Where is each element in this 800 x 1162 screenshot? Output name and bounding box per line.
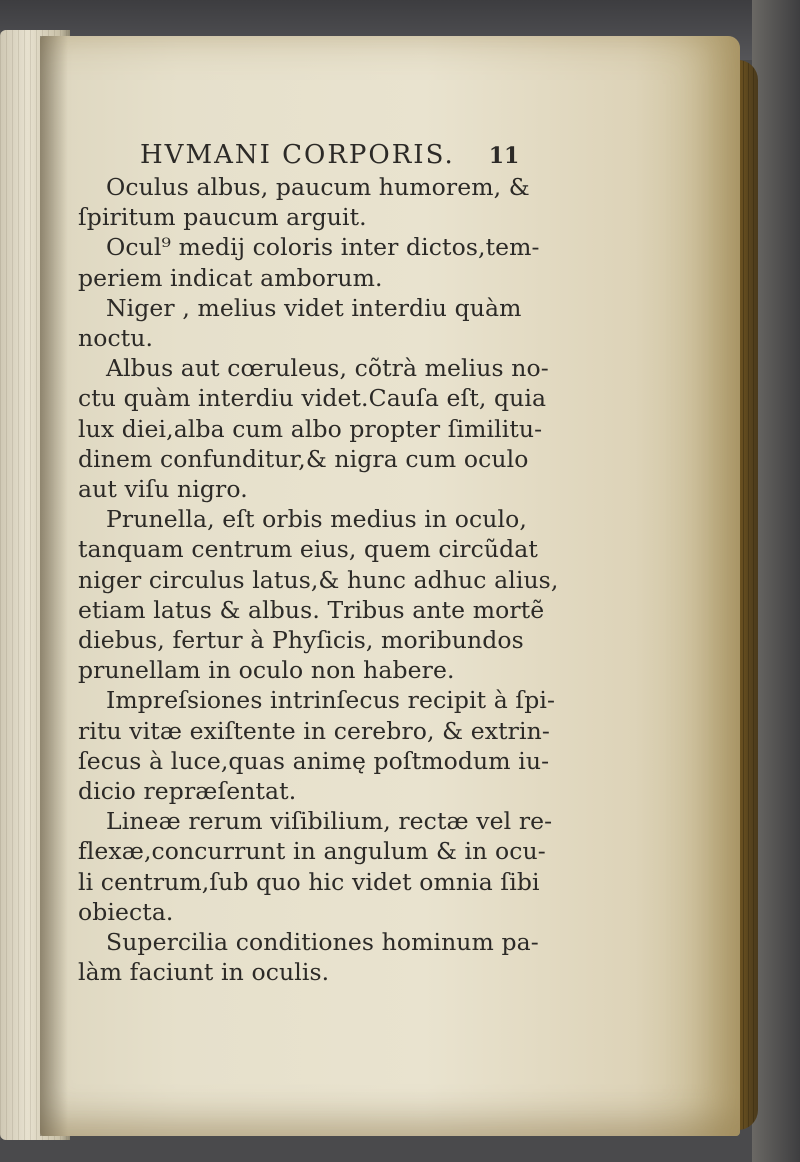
- text-line: periem indicat amborum.: [78, 263, 383, 292]
- text-line: Impreſsiones intrinſecus recipit à ſpi-: [106, 686, 556, 715]
- text-line: flexæ,concurrunt in angulum & in ocu-: [78, 837, 546, 866]
- text-line: ſpiritum paucum arguit.: [78, 203, 367, 232]
- text-line: dicio repræſentat.: [78, 777, 297, 806]
- text-line: ritu vitæ exiſtente in cerebro, & extrin-: [78, 716, 550, 745]
- page-gutter-shadow: [40, 36, 68, 1136]
- text-line: aut viſu nigro.: [78, 475, 248, 504]
- text-line: obiecta.: [78, 897, 174, 926]
- page-number: 11: [488, 143, 520, 169]
- text-line: li centrum,ſub quo hic videt omnia ſibi: [78, 867, 540, 896]
- text-line: lux diei,alba cum albo propter ſimilitu-: [78, 414, 543, 443]
- text-line: etiam latus & albus. Tribus ante mortẽ: [78, 595, 545, 624]
- page-text-block: [78, 140, 598, 987]
- running-header: [78, 140, 598, 170]
- body-text: [78, 172, 598, 987]
- text-line: noctu.: [78, 324, 154, 353]
- text-line: prunellam in oculo non habere.: [78, 656, 455, 685]
- dark-background-right: [752, 0, 800, 1162]
- text-line: Supercilia conditiones hominum pa-: [106, 928, 539, 957]
- text-line: ſecus à luce,quas animę poſtmodum iu-: [78, 746, 550, 775]
- text-line: diebus, fertur à Phyſicis, moribundos: [78, 626, 524, 655]
- text-line: Niger , melius videt interdiu quàm: [106, 293, 522, 322]
- text-line: Prunella, eſt orbis medius in oculo,: [106, 505, 527, 534]
- running-title: HVMANI CORPORIS.: [140, 140, 455, 170]
- text-line: dinem confunditur,& nigra cum oculo: [78, 444, 529, 473]
- text-line: tanquam centrum eius, quem circũdat: [78, 535, 538, 564]
- text-line: Oculus albus, paucum humorem, &: [106, 173, 530, 201]
- text-line: ctu quàm interdiu videt.Cauſa eſt, quia: [78, 384, 547, 413]
- text-line: Albus aut cœruleus, cõtrà melius no-: [106, 354, 549, 383]
- text-line: làm faciunt in oculis.: [78, 958, 330, 987]
- text-line: Ocul⁹ medij coloris inter dictos,tem-: [106, 233, 540, 262]
- text-line: Lineæ rerum viſibilium, rectæ vel re-: [106, 807, 553, 836]
- text-line: niger circulus latus,& hunc adhuc alius,: [78, 565, 559, 594]
